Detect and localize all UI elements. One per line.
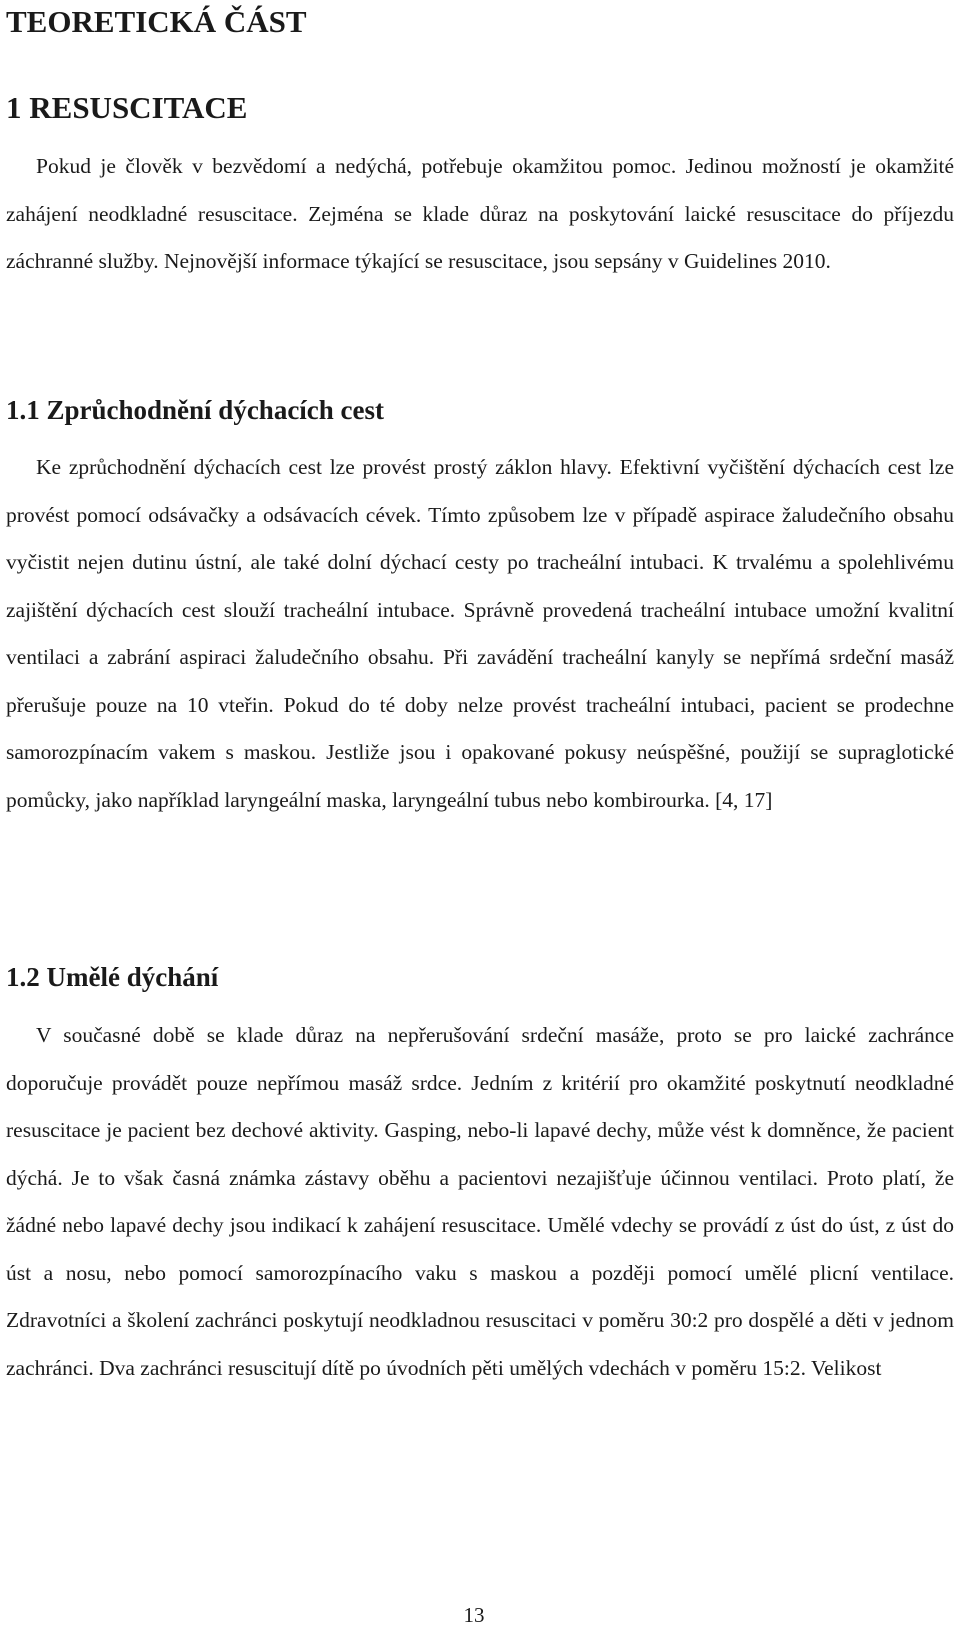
page-number: 13 (463, 1603, 485, 1627)
section-title-1-1: 1.1 Zprůchodnění dýchacích cest (6, 395, 385, 425)
chapter-title: 1 RESUSCITACE (6, 90, 248, 125)
section-paragraph-1-1: Ke zprůchodnění dýchacích cest lze provést prostý záklon hlavy. Efektivní vyčištění dýchacích cest lze provést pomocí odsávačky a odsávacích cévek. Tímto způsobem lze v případě aspirace žaludečního obsahu vyčistit nejen dutinu ústní, ale také dolní dýchací cesty po tracheální intubaci. K trvalému a spolehlivému zajištění dýchacích cest slouží tracheální intubace. Správně provedená tracheální intubace umožní kvalitní ventilaci a zabrání aspiraci žaludečního obsahu. Při zavádění tracheální kanyly se nepřímá srdeční masáž přerušuje pouze na 10 vteřin. Pokud do té doby nelze provést tracheální intubaci, pacient se prodechne samorozpínacím vakem s maskou. Jestliže jsou i opakované pokusy neúspěšné, použijí se supraglotické pomůcky, jako například laryngeální maska, laryngeální tubus nebo kombirourka. [4, 17] (6, 455, 954, 812)
section-paragraph-1-2: V současné době se klade důraz na nepřerušování srdeční masáže, proto se pro laické zachránce doporučuje provádět pouze nepřímou masáž srdce. Jedním z kritérií pro okamžité poskytnutí neodkladné resuscitace je pacient bez dechové aktivity. Gasping, nebo-li lapavé dechy, může vést k domněnce, že pacient dýchá. Je to však časná známka zástavy oběhu a pacientovi nezajišťuje účinnou ventilaci. Proto platí, že žádné nebo lapavé dechy jsou indikací k zahájení resuscitace. Umělé vdechy se provádí z úst do úst, z úst do úst a nosu, nebo pomocí samorozpínacího vaku s maskou a později pomocí umělé plicní ventilace. Zdravotníci a školení zachránci poskytují neodkladnou resuscitaci v poměru 30:2 pro dospělé a děti v jednom zachránci. Dva zachránci resuscitují dítě po úvodních pěti umělých vdechách v poměru 15:2. Velikost (6, 1023, 954, 1380)
part-title: TEORETICKÁ ČÁST (6, 4, 307, 39)
chapter-paragraph: Pokud je člověk v bezvědomí a nedýchá, potřebuje okamžitou pomoc. Jedinou možností je okamžité zahájení neodkladné resuscitace. Zejména se klade důraz na poskytování laické resuscitace do příjezdu záchranné služby. Nejnovější informace týkající se resuscitace, jsou sepsány v Guidelines 2010. (6, 154, 954, 273)
section-title-1-2: 1.2 Umělé dýchání (6, 962, 219, 992)
